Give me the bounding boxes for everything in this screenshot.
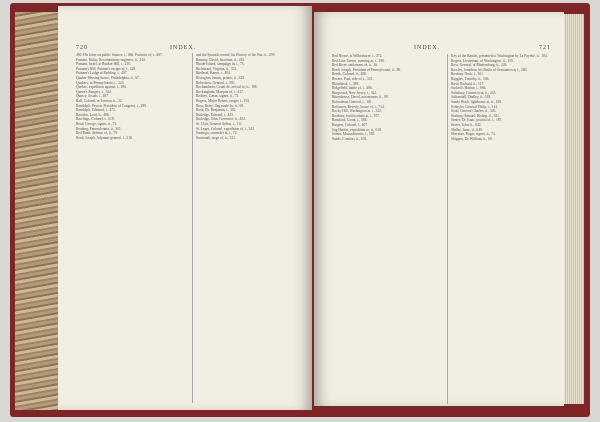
index-entry: Rhode Island, campaign in, i., 73. (196, 62, 245, 67)
index-entry: Reeds, Colonel, ii., 208. (332, 72, 367, 77)
index-entry: Salem, Massachusetts, i., 583. (332, 132, 376, 137)
index-entry: Shelby, Isaac, ii., 640. (451, 127, 483, 132)
index-entry: Rutledge, John, Governor, ii., 402. (196, 117, 246, 122)
index-entry: Seabury, Samuel, Bishop, ii., 631. (451, 113, 500, 118)
index-entry: Revere, Paul, ride of, i., 521. (332, 76, 374, 81)
index-entry: Putnam, Rufus, Revolutionary engineer, ii., 244. (76, 57, 146, 62)
index-entry: Putnam's Hill, Putnam's escape at, i., 420. (76, 66, 137, 71)
index-entry: Red River, settlement of, ii., 16. (332, 63, 378, 68)
running-head: INDEX. (414, 45, 441, 51)
index-entry: Ringwood, New Jersey, i., 322. (332, 90, 377, 95)
index-entry: and the Spanish consul; his History of the War, ii., 259. (196, 53, 276, 57)
index-entry: Quakers, in Pennsylvania, i., 223. (76, 80, 125, 85)
index-entry: Reed, Joseph, Adjutant-general, i., 318. (76, 135, 133, 140)
index-entry: Ramsay, David, historian, ii., 281. (196, 57, 246, 62)
index-entry: Rodney, Cæsar, signer, ii., 73. (196, 94, 239, 99)
index-entry: Rogers, Lieutenant, of Washington, ii., 165. (451, 58, 514, 63)
index-entry: Randolph, Peyton, President of Congress, i., 299. (76, 103, 147, 108)
index-entry: Rockingham, Marquis of, i., 417. (196, 89, 244, 94)
index-entry: Savannah, siege of, ii., 521. (196, 135, 236, 140)
index-entry: St. Leger, Colonel, expedition of, i., 242. (196, 126, 255, 131)
index-entry: Saratoga, surrender at, i., 72. (196, 131, 238, 136)
marbled-page-edge (15, 12, 63, 410)
column-rule (447, 54, 448, 404)
index-entry: Ross, General, at Bladensburg, ii., 226. (451, 63, 508, 68)
index-entry: Putnam, Israel, at Bunker Hill, i., 210. (76, 62, 131, 67)
index-entry: Quincy, Josiah, i., 487. (76, 94, 109, 99)
index-column (76, 53, 188, 403)
index-entry: Rocky Hill, Washington at, i., 325. (332, 109, 382, 114)
index-entry: Senter, Dr. Isaac, journal of, i., 187. (451, 118, 503, 123)
index-entry: Red Bank, defense of, ii., 79. (76, 131, 118, 136)
index-entry: 460. His letter on public finance, i., 466. Portraits of, i., 467. (76, 53, 163, 57)
index-entry: Sands, Comfort, ii., 631. (332, 136, 368, 141)
index-entry: Red House, at Wilkesbarre, i., 372. (332, 54, 383, 58)
index-entry: Roxbury Neck, i., 361. (451, 72, 484, 77)
index-entry: Sherman, Roger, signer, ii., 74. (451, 132, 496, 137)
index-entry: Robinson, Beverly, house of, i., 714. (332, 104, 385, 109)
index-entry: Schuyler, General Philip, i., 141. (451, 104, 499, 109)
index-column (451, 54, 563, 404)
index-entry: Rall, Colonel, at Trenton, ii., 22. (76, 98, 123, 103)
index-entry: Shippen, Dr. William, ii., 69. (451, 136, 493, 141)
index-entry: Rowley, Jonathan, his Battle of Germantown, i., 280. (451, 67, 528, 72)
index-entry: Putnam's Lodge at Redding, i., 407. (76, 71, 128, 76)
left-page (58, 6, 312, 410)
index-entry: Randolph, Edmund, i., 472. (76, 108, 116, 113)
index-entry: Ridgefield, battle of, i., 406. (332, 86, 373, 91)
running-head: INDEX. (170, 45, 197, 51)
index-entry: Sevier, John, ii., 642. (451, 122, 482, 127)
index-entry: Riedesel, Baron, i., 404. (196, 71, 231, 76)
page-number: 720 (76, 45, 88, 51)
index-entry: Salisbury, Connecticut, ii., 245. (451, 90, 497, 95)
index-entry: Sandy Hook, lighthouse at, ii., 198. (451, 99, 502, 104)
index-entry: Robertson, General, i., 581. (196, 80, 236, 85)
index-entry: Reed, Joseph, President of Pennsylvania, ii., 80. (332, 67, 402, 72)
index-entry: Saltonstall, Dudley, ii., 518. (451, 95, 492, 100)
page-edges (562, 14, 584, 404)
index-entry: Roxbury, fortifications at, i., 557. (332, 113, 380, 118)
index-entry: Ross, Betsy, flag made by, ii., 68. (196, 103, 245, 108)
index-entry: Rush, Richard, ii., 117. (451, 81, 485, 86)
index-entry: Rhinebeck, i., 389. (332, 81, 360, 86)
index-entry: Reading, Pennsylvania, ii., 301. (76, 126, 122, 131)
index-entry: Scott, General Charles, ii., 325. (451, 109, 497, 114)
page-number: 721 (539, 45, 551, 51)
index-column (196, 53, 308, 403)
index-entry: Richmond, Virginia, ii., 332. (196, 66, 238, 71)
index-entry: Rutledge, Edward, i., 423. (196, 112, 234, 117)
index-entry: Ruggles, Timothy, ii., 506. (451, 76, 490, 81)
index-entry: Queen's Rangers, i., 342. (76, 89, 112, 94)
index-entry: Rivington, James, printer, ii., 629. (196, 75, 245, 80)
index-entry: Rutgers, Colonel, i., 607. (332, 122, 369, 127)
index-entry: Rochambeau, Count de, arrival of, ii., 198. (196, 85, 258, 90)
index-entry: Rittenhouse, David, astronomer, ii., 89. (332, 95, 389, 100)
index-entry: Quaker Meeting-house, Philadelphia, ii., 67. (76, 75, 140, 80)
index-entry: Rush, Dr. Benjamin, i., 302. (196, 108, 237, 113)
index-entry: Read, George, signer, ii., 73. (76, 121, 118, 126)
index-entry: Quebec, expedition against, i., 186. (76, 85, 127, 90)
index-entry: Roberdeau, General, i., 181. (332, 99, 373, 104)
index-entry: Rawdon, Lord, ii., 486. (76, 112, 110, 117)
index-entry: Key of the Bastile, presented to Washington by La Fayette, ii., 184. (451, 54, 548, 58)
index-entry: Red Lion Tavern, meeting at, i., 198. (332, 58, 385, 63)
right-page (314, 12, 564, 406)
index-entry: Sag Harbor, expedition to, ii., 618. (332, 127, 382, 132)
index-entry: Sackett's Harbor, i., 666. (451, 86, 487, 91)
index-column (332, 54, 444, 404)
index-entry: St. Clair, General Arthur, i., 111. (196, 121, 243, 126)
index-entry: Rogers, Major Robert, ranger, i., 193. (196, 98, 251, 103)
index-entry: Rawlings, Colonel, i., 618. (76, 117, 115, 122)
column-rule (192, 53, 193, 403)
index-entry: Rumford, Count, i., 568. (332, 118, 368, 123)
